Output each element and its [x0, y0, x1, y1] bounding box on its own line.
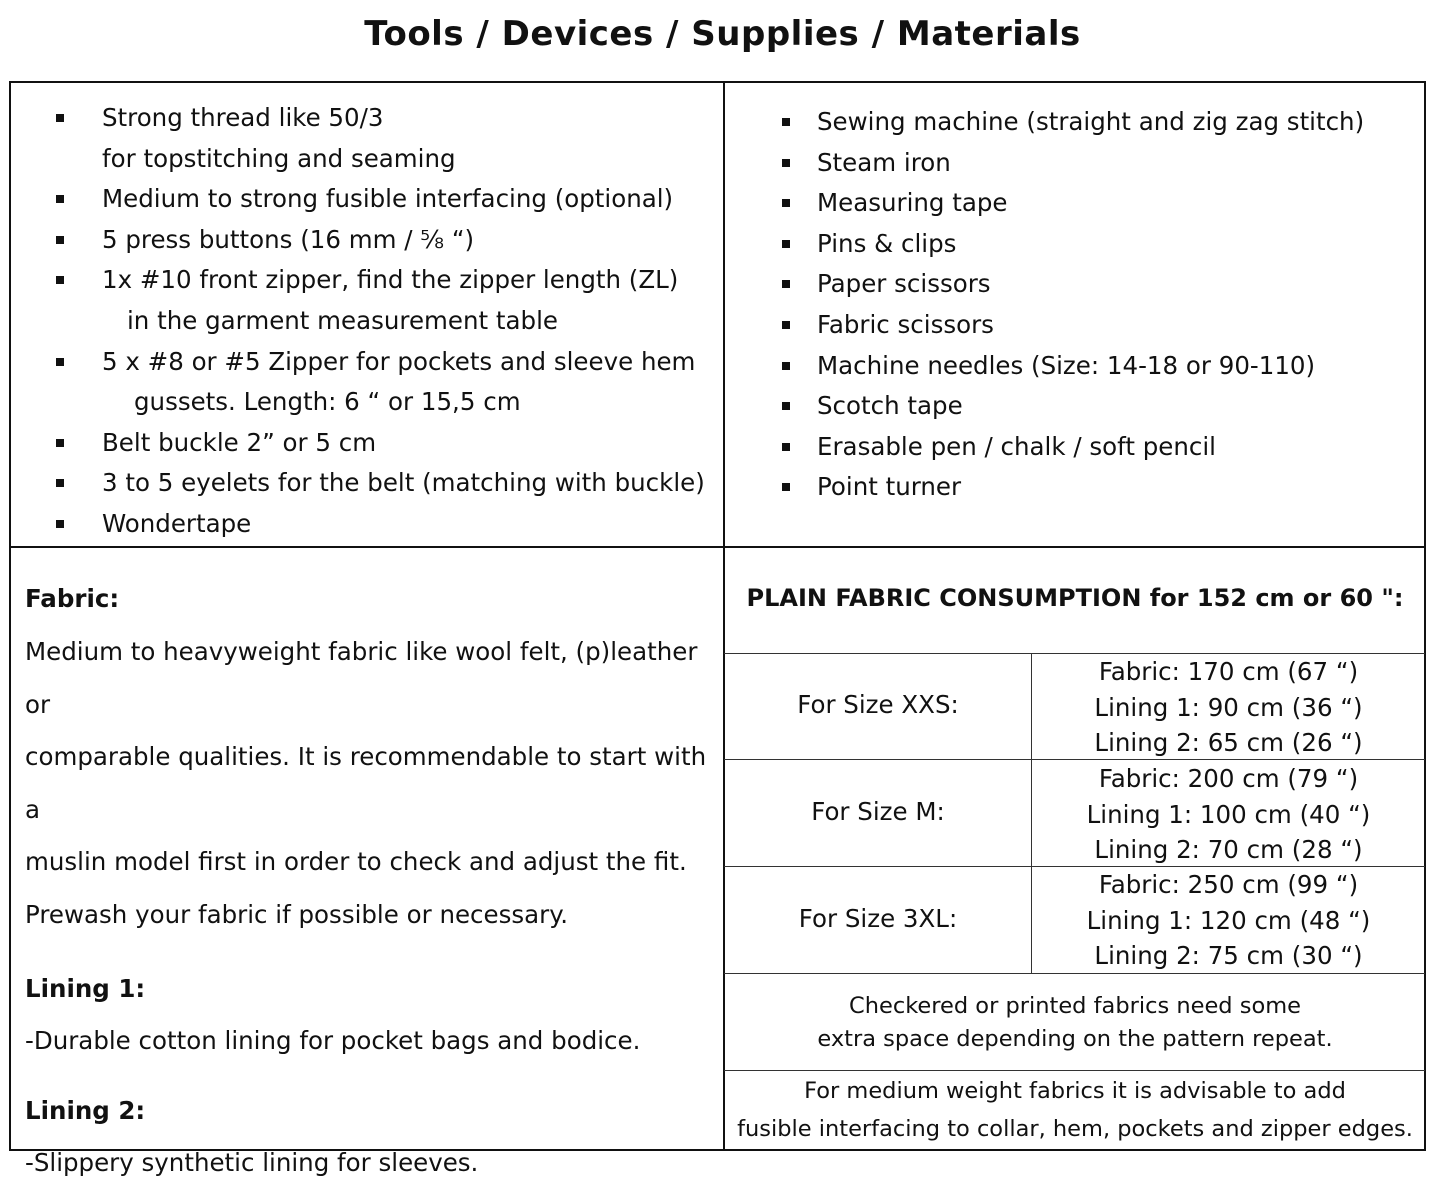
bullet-square-icon — [56, 276, 64, 284]
list-item: Strong thread like 50/3 for topstitching and seaming — [10, 98, 722, 179]
page-title: Tools / Devices / Supplies / Materials — [364, 14, 1081, 54]
lining1-description: -Durable cotton lining for pocket bags and bodice. — [25, 1025, 641, 1055]
size-values-xxs: Fabric: 170 cm (67 “) Lining 1: 90 cm (36 “) Lining 2: 65 cm (26 “) — [1094, 657, 1363, 758]
list-item: Wondertape — [10, 504, 722, 545]
list-item: Measuring tape — [725, 183, 1425, 224]
fabric-section — [25, 584, 715, 1178]
bullet-square-icon — [782, 402, 790, 410]
consumption-rule-5 — [724, 1070, 1425, 1071]
list-item: Steam iron — [725, 143, 1425, 184]
table-border-top — [9, 81, 1426, 83]
bullet-square-icon — [782, 321, 790, 329]
lining2-heading: Lining 2: — [25, 1095, 146, 1125]
list-item: Paper scissors — [725, 264, 1425, 305]
bullet-square-icon — [56, 520, 64, 528]
lining2-description: -Slippery synthetic lining for sleeves. — [25, 1147, 479, 1177]
interfacing-note: For medium weight fabrics it is advisable to add fusible interfacing to collar, hem, pockets and zipper edges. — [737, 1078, 1413, 1142]
list-item: 1x #10 front zipper, find the zipper length (ZL) in the garment measurement table — [10, 260, 722, 341]
list-item: 3 to 5 eyelets for the belt (matching with buckle) — [10, 463, 722, 504]
bullet-square-icon — [782, 240, 790, 248]
fabric-description: Medium to heavyweight fabric like wool felt, (p)leather or comparable qualities. It is recommendable to start with a muslin model first in order to check and adjust the fit. Prewash your fabric if possible or necessary. — [25, 637, 707, 929]
list-item: Erasable pen / chalk / soft pencil — [725, 427, 1425, 468]
bullet-square-icon — [56, 114, 64, 122]
list-item: Sewing machine (straight and zig zag stitch) — [725, 102, 1425, 143]
size-values-3xl: Fabric: 250 cm (99 “) Lining 1: 120 cm (48 “) Lining 2: 75 cm (30 “) — [1086, 870, 1371, 971]
size-label-3xl: For Size 3XL: — [798, 904, 958, 933]
list-item: Medium to strong fusible interfacing (optional) — [10, 179, 722, 220]
bullet-square-icon — [782, 118, 790, 126]
consumption-title: PLAIN FABRIC CONSUMPTION for 152 cm or 60 ": — [746, 584, 1404, 612]
size-label-m: For Size M: — [811, 797, 945, 826]
bullet-square-icon — [782, 443, 790, 451]
list-item: Pins & clips — [725, 224, 1425, 265]
list-item: 5 x #8 or #5 Zipper for pockets and sleeve hem gussets. Length: 6 “ or 15,5 cm — [10, 342, 722, 423]
bullet-square-icon — [782, 483, 790, 491]
bullet-square-icon — [56, 236, 64, 244]
bullet-square-icon — [782, 159, 790, 167]
table-border-middle — [9, 546, 1426, 548]
pattern-repeat-note: Checkered or printed fabrics need some extra space depending on the pattern repeat. — [817, 993, 1333, 1052]
fabric-heading: Fabric: — [25, 584, 120, 613]
list-item: 5 press buttons (16 mm / ⅝ “) — [10, 220, 722, 261]
bullet-square-icon — [56, 358, 64, 366]
supplies-list — [10, 98, 722, 545]
list-item: Machine needles (Size: 14-18 or 90-110) — [725, 346, 1425, 387]
bullet-square-icon — [782, 280, 790, 288]
bullet-square-icon — [56, 479, 64, 487]
bullet-square-icon — [56, 195, 64, 203]
list-item: Belt buckle 2” or 5 cm — [10, 423, 722, 464]
size-label-xxs: For Size XXS: — [797, 690, 959, 719]
size-values-m: Fabric: 200 cm (79 “) Lining 1: 100 cm (40 “) Lining 2: 70 cm (28 “) — [1086, 764, 1371, 865]
tools-list — [725, 102, 1425, 508]
list-item: Point turner — [725, 467, 1425, 508]
lining1-heading: Lining 1: — [25, 973, 146, 1003]
bullet-square-icon — [782, 362, 790, 370]
bullet-square-icon — [56, 439, 64, 447]
list-item: Scotch tape — [725, 386, 1425, 427]
bullet-square-icon — [782, 199, 790, 207]
list-item: Fabric scissors — [725, 305, 1425, 346]
